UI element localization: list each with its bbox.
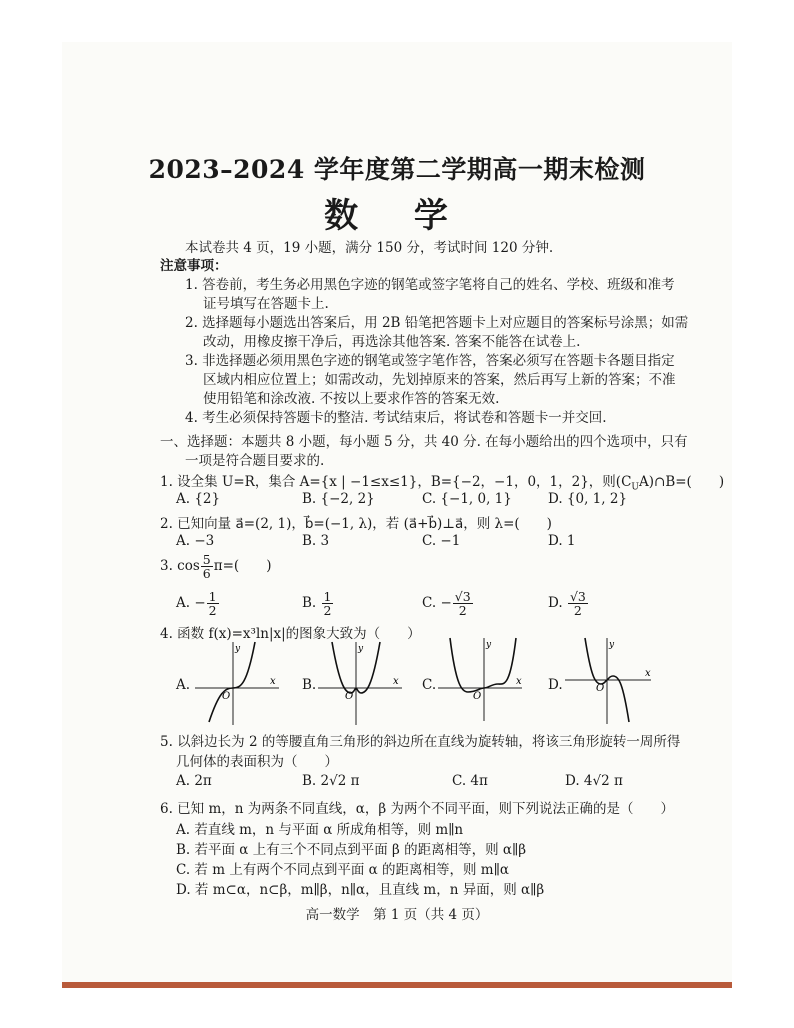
page-footer: 高一数学 第 1 页（共 4 页） [305,907,489,923]
question-5-stem-cont: 几何体的表面积为（ ） [176,754,338,770]
q2-option-c: C. −1 [422,533,461,549]
axis-x-label: x [393,676,399,687]
question-4-stem: 4. 函数 f(x)=x³ln|x|的图象大致为（ ） [160,626,421,642]
q4-option-d-label: D. [548,677,563,693]
q2-option-d: D. 1 [548,533,576,549]
note-line: 使用铅笔和涂改液. 不按以上要求作答的答案无效. [203,391,500,407]
q5-option-c: C. 4π [452,773,488,789]
q4-graph-a [195,640,285,725]
question-5-stem: 5. 以斜边长为 2 的等腰直角三角形的斜边所在直线为旋转轴，将该三角形旋转一周所得 [160,734,681,750]
note-line: 3. 非选择题必须用黑色字迹的钢笔或签字笔作答，答案必须写在答题卡各题目指定 [185,353,675,369]
axis-x-label: x [645,668,651,679]
axis-x-label: x [516,676,522,687]
q4-option-c-label: C. [422,677,437,693]
section-heading: 一、选择题：本题共 8 小题，每小题 5 分，共 40 分. 在每小题给出的四个选项中，只有 [160,434,688,450]
notes-heading: 注意事项： [160,258,228,274]
q6-option-c: C. 若 m 上有两个不同点到平面 α 的距离相等，则 m∥α [176,862,509,878]
q5-option-a: A. 2π [176,773,212,789]
origin-label: O [596,683,605,694]
section-heading-cont: 一项是符合题目要求的. [185,453,325,469]
note-line: 1. 答卷前，考生务必用黑色字迹的钢笔或签字笔将自己的姓名、学校、班级和准考 [185,277,675,293]
q4-graph-c [438,636,528,721]
note-line: 4. 考生必须保持答题卡的整洁. 考试结束后，将试卷和答题卡一并交回. [185,410,607,426]
axis-x-label: x [270,676,276,687]
axis-y-label: y [235,644,241,654]
q4-graph-b [318,640,408,725]
q1-option-c: C. {−1, 0, 1} [422,491,512,507]
q6-option-b: B. 若平面 α 上有三个不同点到平面 β 的距离相等，则 α∥β [176,842,527,858]
question-2-stem: 2. 已知向量 a⃗=(2, 1)，b⃗=(−1, λ)，若 (a⃗+b⃗)⊥a⃗，则 λ=( ) [160,516,552,532]
q3-option-c: C. − $\frac{√3}{2}$ [422,589,471,619]
question-3-stem: 3. cos $\frac{5}{6}$ π=( ) [160,552,272,582]
q3-option-b: B. $\frac{1}{2}$ [302,589,332,619]
note-line: 区域内相应位置上；如需改动，先划掉原来的答案，然后再写上新的答案；不准 [203,372,676,388]
q5-option-b: B. 2√2 π [302,773,360,789]
q6-option-d: D. 若 m⊂α，n⊂β，m∥β，n∥α，且直线 m，n 异面，则 α∥β [176,882,545,898]
origin-label: O [222,691,231,702]
q4-option-b-label: B. [302,677,317,693]
page-edge [62,982,732,988]
note-line: 2. 选择题每小题选出答案后，用 2B 铅笔把答题卡上对应题目的答案标号涂黑；如需 [185,315,689,331]
q2-option-a: A. −3 [176,533,215,549]
note-line: 改动，用橡皮擦干净后，再选涂其他答案. 答案不能答在试卷上. [203,334,581,350]
subject-title: 数 学 [324,196,470,236]
exam-title: 2023–2024 学年度第二学期高一期末检测 [148,155,646,184]
q1-option-b: B. {−2, 2} [302,491,375,507]
q1-option-d: D. {0, 1, 2} [548,491,628,507]
origin-label: O [473,691,482,702]
axis-y-label: y [609,640,615,650]
note-line: 证号填写在答题卡上. [203,296,329,312]
q6-option-a: A. 若直线 m，n 与平面 α 所成角相等，则 m∥n [176,822,464,838]
q2-option-b: B. 3 [302,533,330,549]
q4-graph-d [565,636,657,724]
axis-y-label: y [358,644,364,654]
q3-option-a: A. − $\frac{1}{2}$ [176,589,217,619]
q5-option-d: D. 4√2 π [565,773,623,789]
origin-label: O [345,691,354,702]
q4-option-a-label: A. [176,677,191,693]
intro-text: 本试卷共 4 页，19 小题，满分 150 分，考试时间 120 分钟. [185,240,554,256]
question-1-stem: 1. 设全集 U=R，集合 A={x | −1≤x≤1}，B={−2，−1，0，1，2}，则$(C_UA)\cap B=$( ) [160,474,725,493]
question-6-stem: 6. 已知 m，n 为两条不同直线，α，β 为两个不同平面，则下列说法正确的是（ ） [160,801,674,817]
q3-option-d: D. $\frac{√3}{2}$ [548,589,586,619]
q1-option-a: A. {2} [176,491,221,507]
axis-y-label: y [486,640,492,650]
